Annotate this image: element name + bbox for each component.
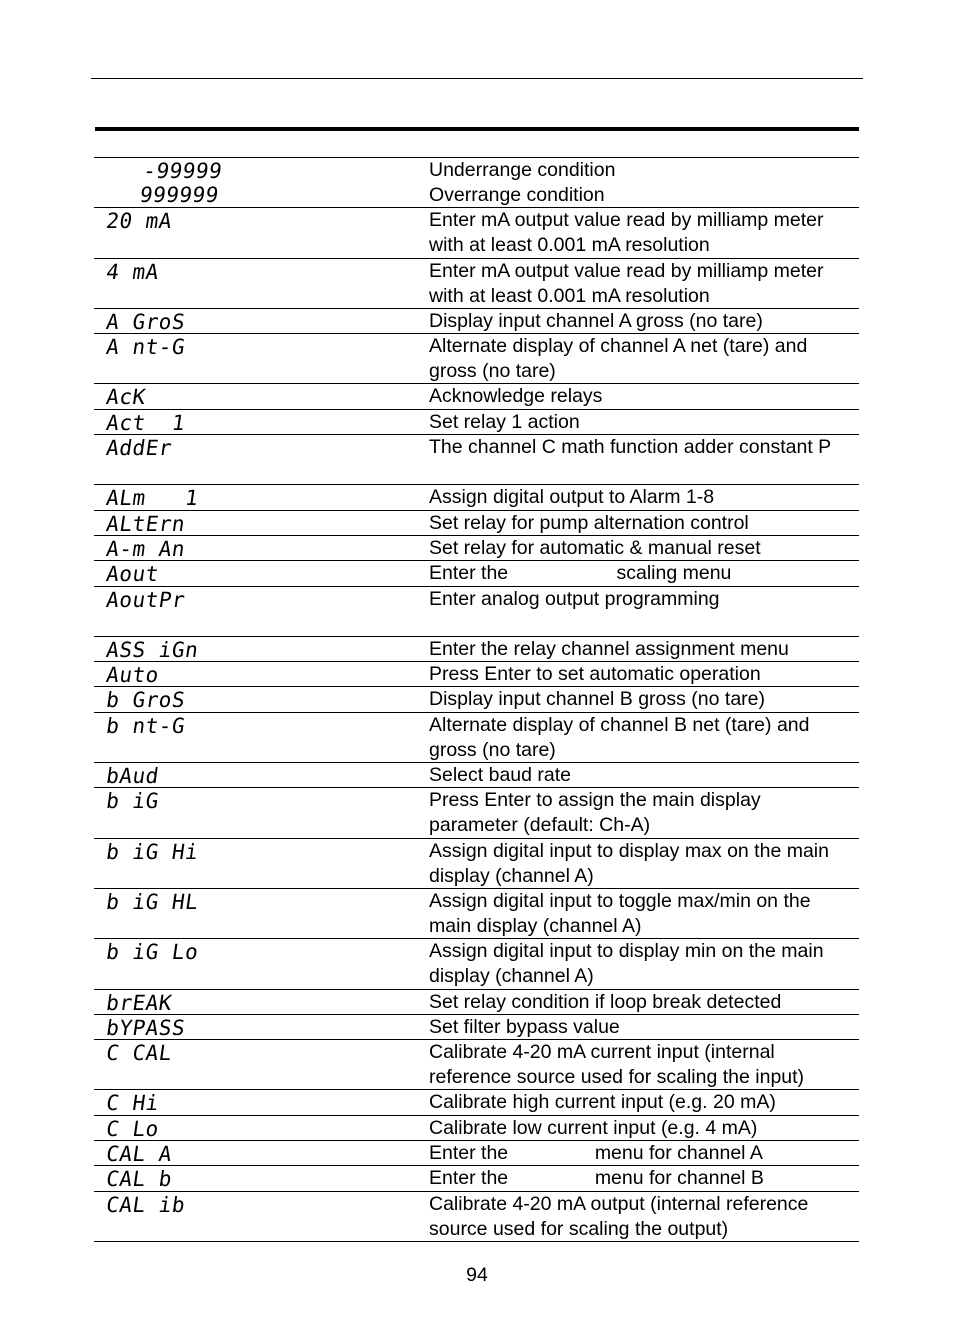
display-code-text: A-m An: [104, 536, 187, 561]
display-code: [105, 714, 187, 738]
display-code-text: b nt-G: [104, 713, 187, 738]
description: Set relay 1 action: [429, 410, 580, 433]
display-code: [105, 1091, 161, 1115]
table-row: [94, 1141, 859, 1166]
display-code-text: Auto: [104, 663, 161, 688]
display-code-text: b iG Lo: [104, 940, 201, 965]
description: Calibrate low current input (e.g. 4 mA): [429, 1116, 758, 1139]
display-code: [105, 638, 200, 662]
table-row: [94, 713, 859, 763]
table-row: [94, 511, 859, 536]
display-code-text: bAud: [104, 764, 161, 789]
description: Enter analog output programming: [429, 587, 720, 610]
table-row: [94, 1192, 859, 1242]
display-code: [105, 260, 161, 284]
table-row: [94, 587, 859, 637]
table-row: [94, 259, 859, 309]
display-code-text: Aout: [104, 562, 161, 587]
section-rule: [95, 127, 859, 131]
table-row: [94, 990, 859, 1015]
table-row: [94, 485, 859, 510]
description: Set filter bypass value: [429, 1015, 620, 1038]
display-code: [105, 940, 200, 964]
display-code-text: 4 mA: [104, 259, 161, 284]
display-code-text: 20 mA: [104, 209, 174, 234]
description: Assign digital input to toggle max/min on the main display (channel A): [429, 889, 816, 937]
description: Enter the menu for channel B: [429, 1167, 764, 1190]
description: Calibrate 4-20 mA current input (internal reference source used for scaling the input): [429, 1041, 805, 1089]
table-row: [94, 384, 859, 409]
display-code-text: CAL ib: [104, 1192, 187, 1217]
description: Press Enter to set automatic operation: [429, 663, 761, 686]
table-row: [94, 1040, 859, 1090]
display-code-text: CAL A: [104, 1142, 174, 1167]
display-code-text: ALm 1: [104, 486, 201, 511]
table-row: [94, 208, 859, 258]
description: Enter mA output value read by milliamp meter with at least 0.001 mA resolution: [429, 209, 829, 257]
description: Alternate display of channel A net (tare) and gross (no tare): [429, 335, 813, 383]
display-code: [138, 159, 224, 207]
description: Alternate display of channel B net (tare) and gross (no tare): [429, 713, 815, 761]
display-code: [105, 385, 148, 409]
description: Calibrate 4-20 mA output (internal reference source used for scaling the output): [429, 1192, 814, 1240]
display-code: [105, 335, 187, 359]
display-code-text: bYPASS: [104, 1015, 187, 1040]
display-code-text: 999999: [138, 183, 221, 207]
display-code: [105, 486, 200, 510]
display-code: [105, 1041, 174, 1065]
table-row: [94, 662, 859, 687]
display-code-text: C Hi: [104, 1091, 161, 1116]
display-code: [105, 537, 187, 561]
display-code: [105, 840, 200, 864]
display-code: [105, 209, 174, 233]
table-row: [94, 536, 859, 561]
description: Display input channel A gross (no tare): [429, 309, 763, 332]
table-row: [94, 788, 859, 838]
display-code: [105, 1016, 187, 1040]
description: Enter mA output value read by milliamp meter with at least 0.001 mA resolution: [429, 259, 829, 307]
description: Select baud rate: [429, 764, 572, 787]
table-row: [94, 561, 859, 586]
display-code-text: Act 1: [104, 410, 187, 435]
display-code: [105, 562, 161, 586]
display-code: [105, 1142, 174, 1166]
display-code: [105, 688, 187, 712]
page-number: 94: [466, 1264, 488, 1286]
display-code-text: b GroS: [104, 688, 187, 713]
display-code-text: AoutPr: [104, 587, 187, 612]
header-rule: [91, 78, 863, 79]
display-code: [105, 512, 187, 536]
table-row: [94, 1116, 859, 1141]
display-code: [105, 1193, 187, 1217]
description: Acknowledge relays: [429, 385, 603, 408]
description: Assign digital output to Alarm 1-8: [429, 486, 715, 509]
display-code: [105, 789, 161, 813]
display-code-text: b iG: [104, 789, 161, 814]
description: Display input channel B gross (no tare): [429, 688, 766, 711]
table-row: [94, 939, 859, 989]
table-row: [94, 1166, 859, 1191]
display-code-text: ASS iGn: [104, 637, 201, 662]
description: Underrange condition Overrange condition: [429, 159, 616, 206]
display-code: [105, 991, 174, 1015]
description: Set relay condition if loop break detected: [429, 990, 782, 1013]
description: Press Enter to assign the main display parameter (default: Ch-A): [429, 789, 767, 837]
description: Calibrate high current input (e.g. 20 mA): [429, 1091, 776, 1114]
display-code-text: -99999: [141, 159, 224, 183]
display-code: [105, 436, 174, 460]
display-code-text: b iG HL: [104, 889, 201, 914]
display-code-text: ALtErn: [104, 511, 187, 536]
display-code: [105, 764, 161, 788]
table-row: [94, 839, 859, 889]
description: Enter the menu for channel A: [429, 1142, 763, 1165]
table-row: [94, 435, 859, 485]
display-code-text: A nt-G: [104, 335, 187, 360]
table-row: [94, 637, 859, 662]
parameter-table: [94, 157, 859, 1242]
table-row: [94, 309, 859, 334]
display-code-text: AddEr: [104, 436, 174, 461]
table-row: [94, 763, 859, 788]
display-code-text: brEAK: [104, 990, 174, 1015]
table-row: [94, 410, 859, 435]
display-code-text: AcK: [104, 385, 148, 410]
display-code: [105, 890, 200, 914]
display-code: [105, 663, 161, 687]
display-code-text: C Lo: [104, 1116, 161, 1141]
description: Enter the scaling menu: [429, 562, 732, 585]
description: Assign digital input to display min on the main display (channel A): [429, 940, 829, 988]
table-row: [94, 889, 859, 939]
display-code-text: C CAL: [104, 1041, 174, 1066]
description: The channel C math function adder constant P: [429, 436, 832, 459]
table-row: [94, 1090, 859, 1115]
display-code-text: b iG Hi: [104, 839, 201, 864]
table-row: [94, 687, 859, 712]
description: Set relay for automatic & manual reset: [429, 536, 761, 559]
description: Set relay for pump alternation control: [429, 511, 749, 534]
table-row: [94, 158, 859, 208]
display-code: [105, 1117, 161, 1141]
description: Enter the relay channel assignment menu: [429, 637, 789, 660]
description: Assign digital input to display max on the main display (channel A): [429, 839, 835, 887]
display-code-text: A GroS: [104, 309, 187, 334]
display-code-text: CAL b: [104, 1167, 174, 1192]
display-code: [105, 1167, 174, 1191]
table-row: [94, 334, 859, 384]
display-code: [105, 588, 187, 612]
display-code: [105, 310, 187, 334]
display-code: [105, 411, 187, 435]
table-row: [94, 1015, 859, 1040]
